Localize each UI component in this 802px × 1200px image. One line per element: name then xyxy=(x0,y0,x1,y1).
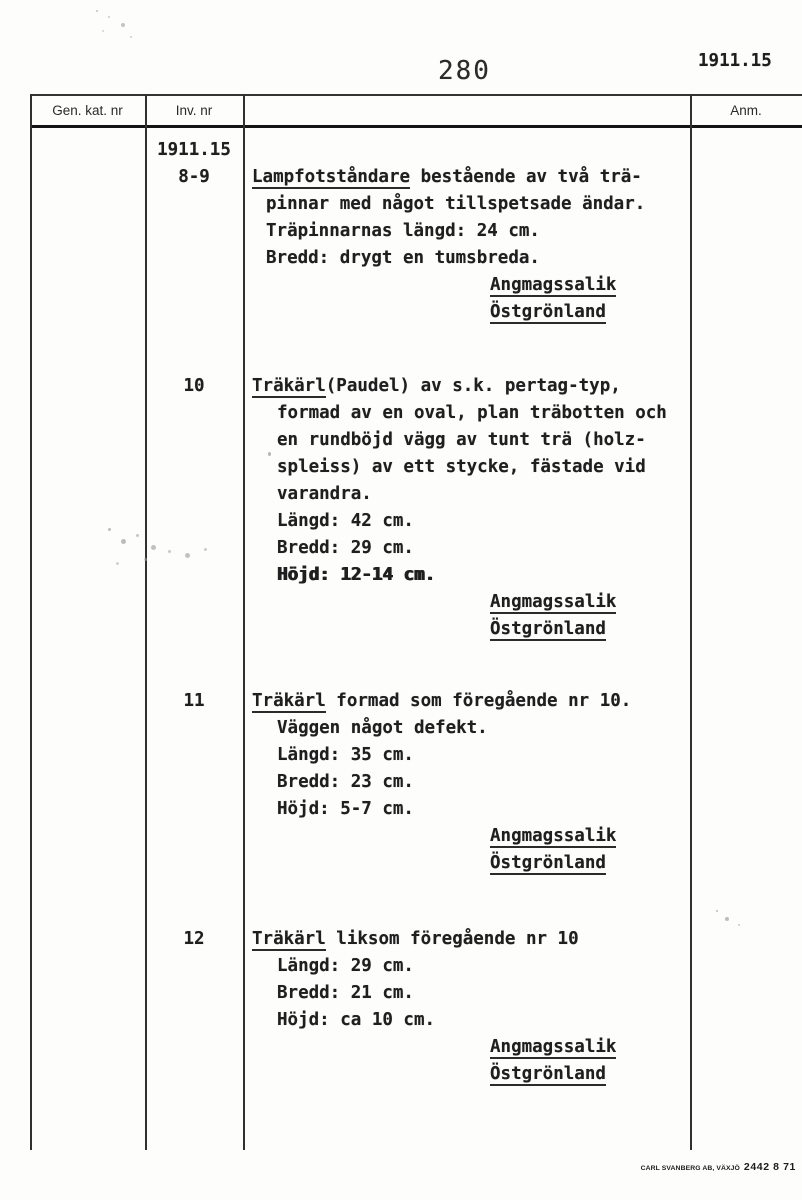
entry-title: Träkärl xyxy=(252,691,326,711)
entry-text-line: en rundböjd vägg av tunt trä (holz- xyxy=(277,430,646,450)
printer-code: 2442 8 71 xyxy=(743,1161,796,1173)
inv-number: 11 xyxy=(183,691,205,711)
table-vline-left xyxy=(30,94,32,1150)
entry-text-line: Längd: 35 cm. xyxy=(277,745,414,765)
entry-title-rest: formad som föregående nr 10. xyxy=(325,691,632,711)
inv-number-column xyxy=(145,137,243,191)
entry-text-line: Bredd: drygt en tumsbreda. xyxy=(266,248,540,268)
inv-number: 10 xyxy=(183,376,205,396)
entry-text-line: Höjd: ca 10 cm. xyxy=(277,1010,436,1030)
signature-line: Angmagssalik xyxy=(490,275,617,295)
table-vline-inv-main xyxy=(243,94,245,1150)
entry-body xyxy=(252,926,692,1088)
entry-text-line: Längd: 29 cm. xyxy=(277,956,414,976)
page-number: 280 xyxy=(438,56,491,86)
entry-text-line: Höjd: 5-7 cm. xyxy=(277,799,414,819)
inv-number: 12 xyxy=(183,929,205,949)
entry-text-line: Träpinnarnas längd: 24 cm. xyxy=(266,221,540,241)
inv-number-column xyxy=(145,926,243,953)
entry-title-line xyxy=(252,373,692,400)
entry-title-rest: (Paudel) av s.k. pertag-typ, xyxy=(325,376,621,396)
signature-line: Angmagssalik xyxy=(490,592,617,612)
entry-title-rest: liksom föregående nr 10 xyxy=(325,929,579,949)
signature-line: Östgrönland xyxy=(490,853,606,873)
entry-text-line: Väggen något defekt. xyxy=(277,718,488,738)
pencil-smudge xyxy=(108,528,111,531)
entry-title-rest: bestående av två trä- xyxy=(410,167,642,187)
signature-line: Angmagssalik xyxy=(490,826,617,846)
entry-text-line: Bredd: 21 cm. xyxy=(277,983,414,1003)
entry-text-line: Längd: 42 cm. xyxy=(277,511,414,531)
entry-text-line: varandra. xyxy=(277,484,372,504)
entry-title: Träkärl xyxy=(252,376,326,396)
signature-line: Östgrönland xyxy=(490,1064,606,1084)
entry-text-line: spleiss) av ett stycke, fästade vid xyxy=(277,457,646,477)
signature-line: Angmagssalik xyxy=(490,1037,617,1057)
scan-speckle xyxy=(716,910,718,912)
signature-line: Östgrönland xyxy=(490,619,606,639)
header-anm: Anm. xyxy=(730,103,762,118)
inv-number-column xyxy=(145,688,243,715)
printer-company: CARL SVANBERG AB, VÄXJÖ xyxy=(640,1165,740,1172)
entry-text-line: pinnar med något tillspetsade ändar. xyxy=(266,194,646,214)
entry-body xyxy=(252,373,692,643)
entry-body xyxy=(252,137,692,326)
printer-mark xyxy=(641,1161,796,1173)
entry-title-line xyxy=(252,164,692,191)
entry-title: Träkärl xyxy=(252,929,326,949)
entry-title-line xyxy=(252,926,692,953)
inv-number: 8-9 xyxy=(178,167,210,187)
entry-text-line: Bredd: 29 cm. xyxy=(277,538,414,558)
header-inv-nr: Inv. nr xyxy=(175,103,213,118)
entry-text-line: Höjd: 12-14 cm. xyxy=(277,565,436,585)
inv-group-number: 1911.15 xyxy=(157,140,231,160)
entry-title: Lampfotståndare xyxy=(252,167,411,187)
scan-speckle xyxy=(96,10,98,12)
entry-title-line xyxy=(252,688,692,715)
page-ref-number: 1911.15 xyxy=(698,51,772,71)
entry-text-line: formad av en oval, plan träbotten och xyxy=(277,403,667,423)
entry-text-line: Bredd: 23 cm. xyxy=(277,772,414,792)
inv-number-column xyxy=(145,373,243,400)
entry-body xyxy=(252,688,692,877)
header-gen-kat-nr: Gen. kat. nr xyxy=(52,103,123,118)
table-vline-genkat-inv xyxy=(145,94,147,1150)
signature-line: Östgrönland xyxy=(490,302,606,322)
